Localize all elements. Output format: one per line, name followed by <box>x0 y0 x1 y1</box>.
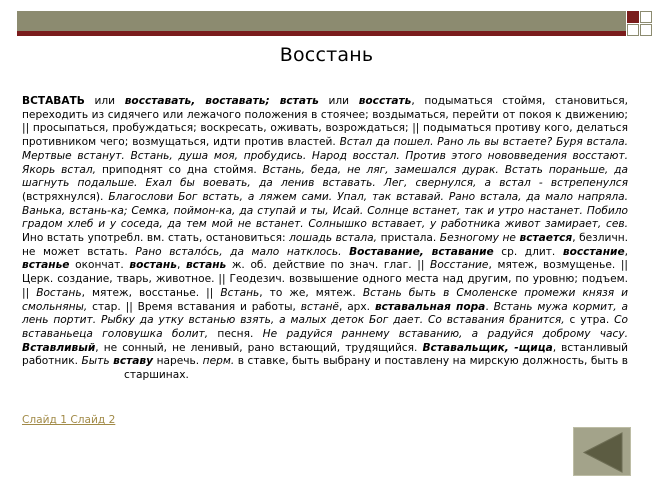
back-button[interactable] <box>573 427 631 476</box>
corner-square <box>640 24 652 36</box>
corner-square <box>627 24 639 36</box>
page-title: Восстань <box>279 44 374 66</box>
corner-square-filled <box>627 11 639 23</box>
back-arrow-icon <box>574 428 632 477</box>
slide-hyperlink[interactable]: Слайд 1 Слайд 2 <box>22 414 116 426</box>
corner-square <box>640 11 652 23</box>
header-accent-line <box>17 31 626 36</box>
dictionary-entry: ВСТАВАТЬ или восставать, воставать; встать или восстать, подыматься стоймя, становиться, переходить из сидячего или лежачого положения в стоячее; воздыматься, перейти от покоя к движению; || просыпаться, пробуждаться; воскресать, оживать, возрождаться; || подыматься противу кого, делаться противником чего; возмущаться, идти против властей. Встал да пошел. Рано ль вы встаете? Буря встала. Мертвые встанут. Встань, душа моя, пробудись. Народ восстал. Против этого нововведения восстают. Якорь встал, приподнят со дна стоймя. Встань, беда, не ляг, замешался дурак. Встать пораньше, да шагнуть подальше. Ехал бы воевать, да ленив вставать. Лег, свернулся, а встал - встрепенулся (встряхнулся). Благослови Бог встать, а ляжем сами. Упал, так вставай. Рано встала, да мало напряла. Ванька, встань-ка; Семка, поймон-ка, да ступай и ты, Исай. Солнце встанет, так и утро настанет. Побило градом хлеб и у соседа, да тем мой не встанет. Солнышко вставает, у работника живот замирает, сев. Ино встать употребл. вм. стать, остановиться: лошадь встала, пристала. Безногому не встается, безличн. не может встать. Рано встало́сь, да мало натклось. Воставание, вставание ср. длит. восстание, встанье окончат. востань, встань ж. об. действие по знач. глаг. || Восстание, мятеж, возмущенье. || Церк. создание, тварь, животное. || Геодезич. возвышение одного места над другим, по уровню; подъем. || Востань, мятеж, восстанье. || Встань, то же, мятеж. Встань быть в Смоленске промежи князя и смольняны, стар. || Время вставания и работы, встанё, арх. вставальная пора. Встань мужа кормит, а лень портит. Рыбку да утку встанью взять, а малых деток Бог дает. Со вставания бранится, с утра. Со вставаньеца головушка болит, песня. Не радуйся раннему вставанию, а радуйся доброму часу. Вставливый, не сонный, не ленивый, рано встающий, трудящийся. Вставальщик, -щица, встанливый работник. Быть вставу наречь. перм. в ставке, быть выбрану и поставлену на мирскую должность, быть в старшинах. <box>22 95 629 382</box>
headword: ВСТАВАТЬ <box>22 95 85 107</box>
header-bar <box>17 11 626 31</box>
